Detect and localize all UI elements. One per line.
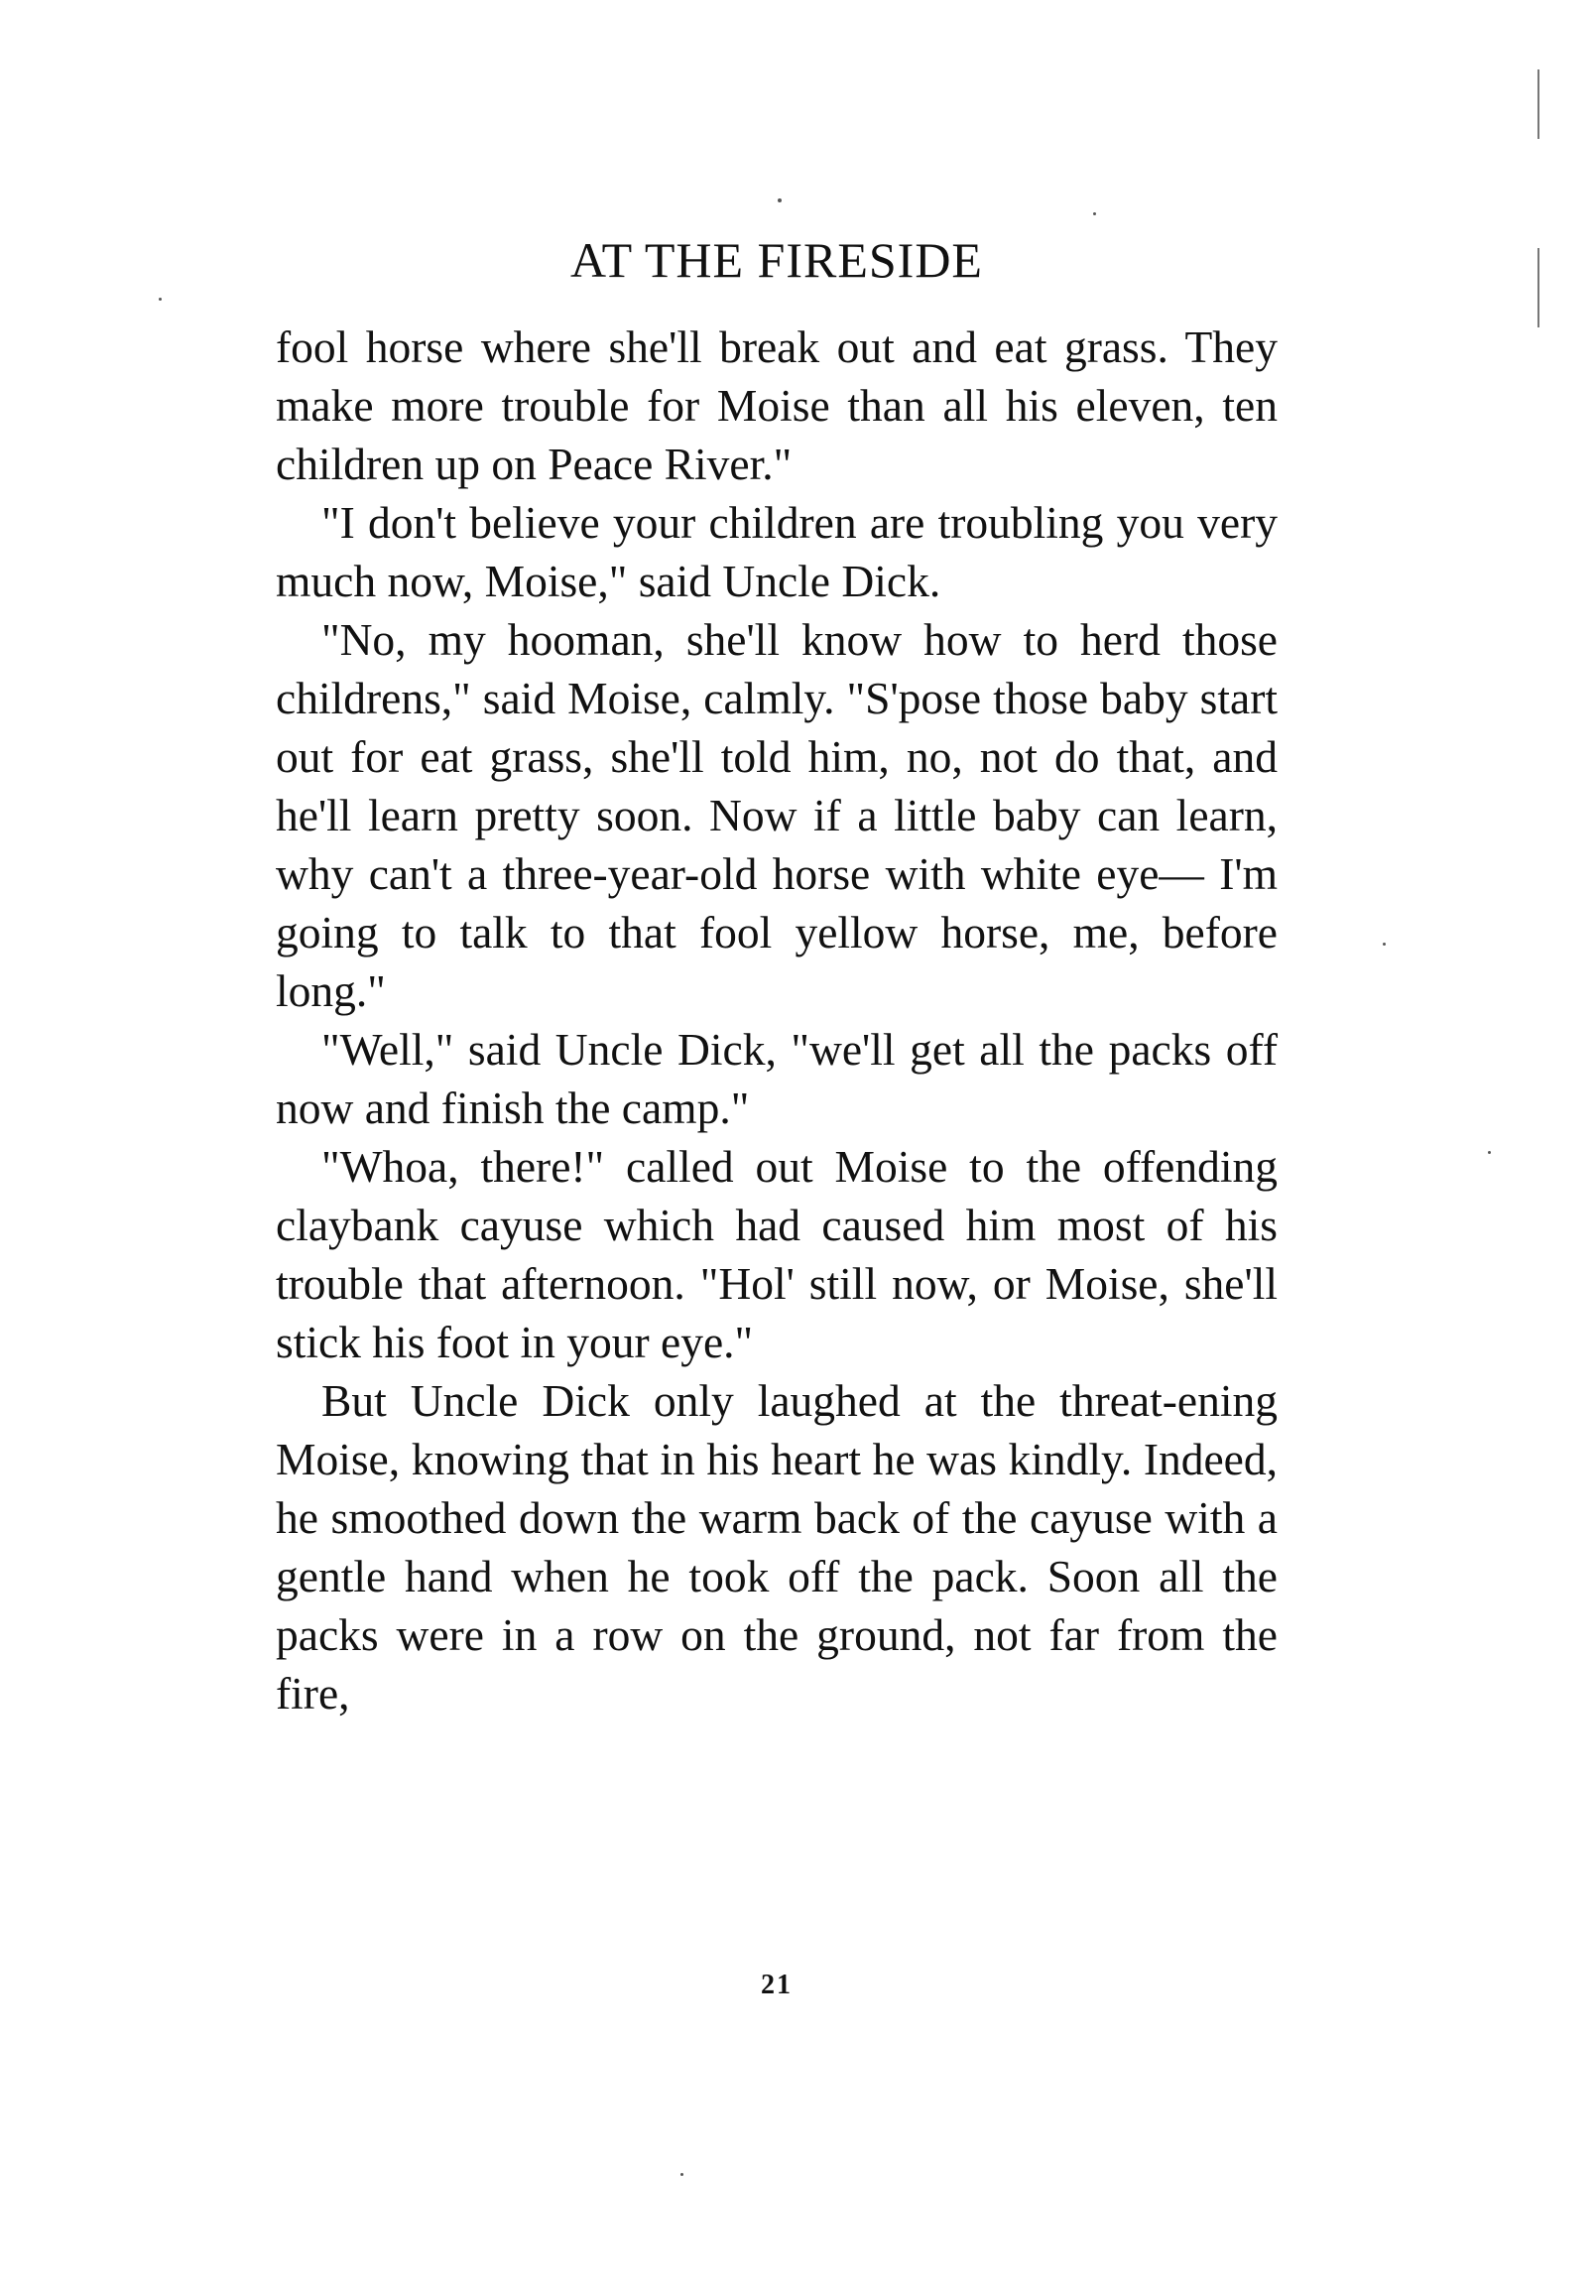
scan-speck: [1383, 943, 1386, 946]
scan-speck: [680, 2173, 683, 2176]
paragraph: But Uncle Dick only laughed at the threat-ening Moise, knowing that in his heart he was kindly. Indeed, he smoothed down the warm back of the cayuse with a gentle hand when he took off the pack. Soon all the packs were in a row on the ground, not far from the fire,: [276, 1375, 1278, 1719]
page-number: 21: [761, 1970, 793, 2000]
running-head: AT THE FIRESIDE: [570, 232, 983, 288]
scan-speck: [1488, 1151, 1491, 1154]
paragraph-continuation: fool horse where she'll break out and eat grass. They make more trouble for Moise than all his eleven, ten children up on Peace River.": [276, 321, 1278, 489]
scan-speck: [159, 298, 162, 301]
paragraph: "No, my hooman, she'll know how to herd those childrens," said Moise, calmly. "S'pose those baby start out for eat grass, she'll told him, no, not do that, and he'll learn pretty soon. Now if a little baby can learn, why can't a three-year-old horse with white eye— I'm going to talk to that fool yellow horse, me, before long.": [276, 614, 1278, 1016]
scan-edge-mark: [1537, 248, 1539, 327]
scan-speck: [1093, 212, 1096, 215]
scan-edge-mark: [1537, 69, 1539, 139]
scan-speck: [778, 198, 782, 202]
paragraph: "I don't believe your children are troubling you very much now, Moise," said Uncle Dick.: [276, 497, 1278, 606]
paragraph: "Well," said Uncle Dick, "we'll get all the packs off now and finish the camp.": [276, 1024, 1278, 1133]
page-body: [276, 318, 1278, 1722]
paragraph: "Whoa, there!" called out Moise to the offending claybank cayuse which had caused him most of his trouble that afternoon. "Hol' still now, or Moise, she'll stick his foot in your eye.": [276, 1141, 1278, 1367]
